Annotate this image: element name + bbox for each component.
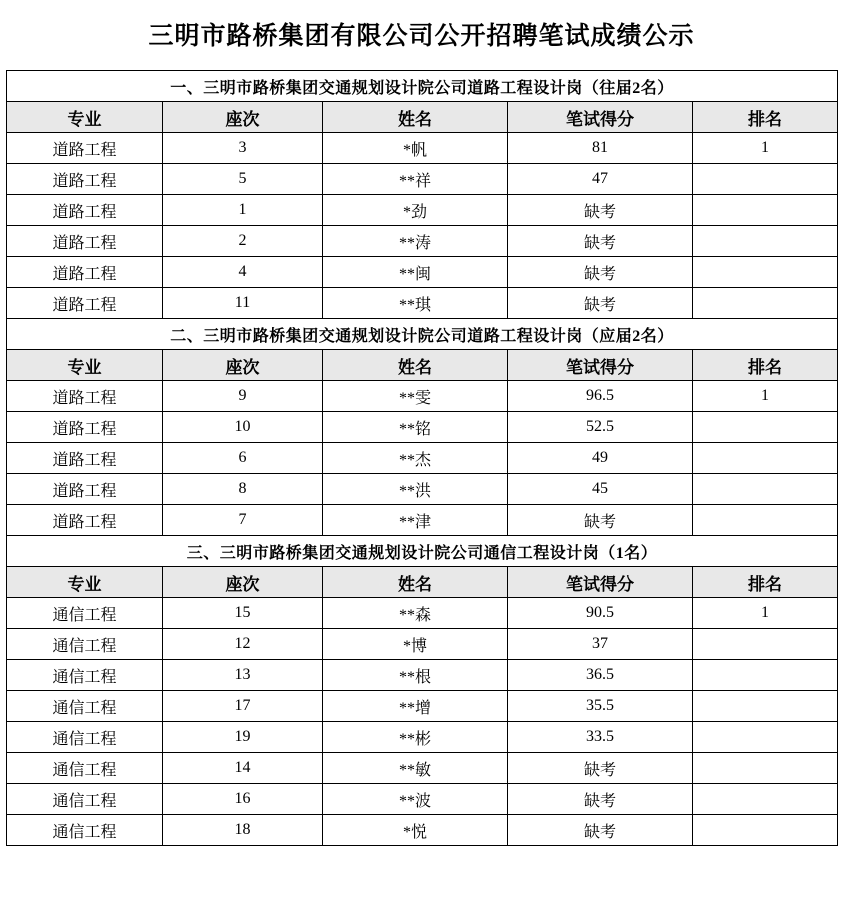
table-row [7,598,838,629]
table-cell: *帆 [323,133,508,164]
column-header: 笔试得分 [508,350,693,381]
table-cell: **杰 [323,443,508,474]
column-header: 座次 [163,567,323,598]
table-cell: 2 [163,226,323,257]
table-cell: 通信工程 [7,598,163,629]
section-heading: 三、三明市路桥集团交通规划设计院公司通信工程设计岗（1名） [7,536,838,567]
table-cell: 通信工程 [7,815,163,846]
table-cell: 37 [508,629,693,660]
table-row [7,722,838,753]
table-cell: 4 [163,257,323,288]
table-cell: 缺考 [508,257,693,288]
table-cell: 3 [163,133,323,164]
table-cell: *博 [323,629,508,660]
table-cell: **森 [323,598,508,629]
table-cell [693,691,838,722]
table-cell: 9 [163,381,323,412]
table-cell: 缺考 [508,505,693,536]
table-cell: 1 [163,195,323,226]
table-cell [693,474,838,505]
table-cell [693,257,838,288]
table-cell: 道路工程 [7,195,163,226]
table-cell: 16 [163,784,323,815]
page-title: 三明市路桥集团有限公司公开招聘笔试成绩公示 [148,23,695,50]
table-cell: 15 [163,598,323,629]
table-row [7,381,838,412]
table-cell: 道路工程 [7,257,163,288]
table-cell: **涛 [323,226,508,257]
results-table [6,70,838,846]
column-header: 专业 [7,350,163,381]
column-header: 座次 [163,102,323,133]
table-cell: 1 [693,381,838,412]
table-cell: 10 [163,412,323,443]
table-cell: 11 [163,288,323,319]
section-heading-row [7,319,838,350]
table-row [7,195,838,226]
table-cell: 19 [163,722,323,753]
results-table-body [7,71,838,846]
column-header: 座次 [163,350,323,381]
column-header: 专业 [7,567,163,598]
table-cell [693,784,838,815]
column-header: 姓名 [323,102,508,133]
table-cell: 90.5 [508,598,693,629]
table-cell: 18 [163,815,323,846]
table-row [7,226,838,257]
table-cell: 通信工程 [7,691,163,722]
table-cell: 缺考 [508,784,693,815]
column-header: 专业 [7,102,163,133]
column-header-row [7,567,838,598]
table-cell: 17 [163,691,323,722]
table-row [7,691,838,722]
table-cell: 33.5 [508,722,693,753]
table-cell [693,195,838,226]
table-cell: 12 [163,629,323,660]
table-cell [693,753,838,784]
table-cell: **铭 [323,412,508,443]
column-header: 排名 [693,567,838,598]
table-cell: 缺考 [508,753,693,784]
table-cell: **津 [323,505,508,536]
table-cell [693,226,838,257]
table-cell: **增 [323,691,508,722]
column-header: 姓名 [323,350,508,381]
table-cell: **祥 [323,164,508,195]
table-row [7,443,838,474]
table-cell: 96.5 [508,381,693,412]
column-header: 排名 [693,350,838,381]
table-cell: 通信工程 [7,722,163,753]
table-cell: 道路工程 [7,288,163,319]
table-row [7,815,838,846]
table-cell: 缺考 [508,288,693,319]
table-cell: 14 [163,753,323,784]
table-cell: 1 [693,598,838,629]
column-header-row [7,350,838,381]
table-cell: **根 [323,660,508,691]
table-cell [693,629,838,660]
table-cell [693,164,838,195]
table-row [7,288,838,319]
table-cell: **波 [323,784,508,815]
table-cell: 道路工程 [7,412,163,443]
table-cell: **琪 [323,288,508,319]
table-cell: 36.5 [508,660,693,691]
table-row [7,257,838,288]
table-cell: 13 [163,660,323,691]
table-cell: **洪 [323,474,508,505]
table-cell: **雯 [323,381,508,412]
table-cell: 52.5 [508,412,693,443]
table-cell: 缺考 [508,195,693,226]
table-cell [693,288,838,319]
section-heading: 二、三明市路桥集团交通规划设计院公司道路工程设计岗（应届2名） [7,319,838,350]
table-row [7,412,838,443]
table-cell [693,505,838,536]
table-cell [693,412,838,443]
section-heading: 一、三明市路桥集团交通规划设计院公司道路工程设计岗（往届2名） [7,71,838,102]
table-cell: 道路工程 [7,164,163,195]
table-cell: 49 [508,443,693,474]
table-cell: 通信工程 [7,629,163,660]
table-cell: 45 [508,474,693,505]
table-cell: 6 [163,443,323,474]
table-row [7,505,838,536]
table-cell: 通信工程 [7,660,163,691]
table-row [7,133,838,164]
table-cell: 通信工程 [7,753,163,784]
section-heading-row [7,71,838,102]
table-cell: 8 [163,474,323,505]
table-cell: 缺考 [508,815,693,846]
table-row [7,474,838,505]
table-cell: 道路工程 [7,381,163,412]
column-header: 姓名 [323,567,508,598]
table-cell: 7 [163,505,323,536]
table-row [7,660,838,691]
table-cell: 道路工程 [7,133,163,164]
table-cell [693,443,838,474]
table-row [7,629,838,660]
column-header: 笔试得分 [508,102,693,133]
table-cell: **敏 [323,753,508,784]
table-cell: 1 [693,133,838,164]
table-cell: 道路工程 [7,474,163,505]
table-row [7,164,838,195]
table-row [7,753,838,784]
table-cell [693,722,838,753]
table-cell: *劲 [323,195,508,226]
table-cell [693,660,838,691]
column-header: 笔试得分 [508,567,693,598]
table-cell: **彬 [323,722,508,753]
column-header-row [7,102,838,133]
table-cell: 81 [508,133,693,164]
table-cell: 道路工程 [7,443,163,474]
table-cell: 35.5 [508,691,693,722]
table-cell: 缺考 [508,226,693,257]
table-cell [693,815,838,846]
section-heading-row [7,536,838,567]
table-cell: 通信工程 [7,784,163,815]
table-cell: *悦 [323,815,508,846]
table-cell: 5 [163,164,323,195]
table-row [7,784,838,815]
table-cell: 47 [508,164,693,195]
table-cell: **闽 [323,257,508,288]
column-header: 排名 [693,102,838,133]
table-cell: 道路工程 [7,226,163,257]
table-cell: 道路工程 [7,505,163,536]
